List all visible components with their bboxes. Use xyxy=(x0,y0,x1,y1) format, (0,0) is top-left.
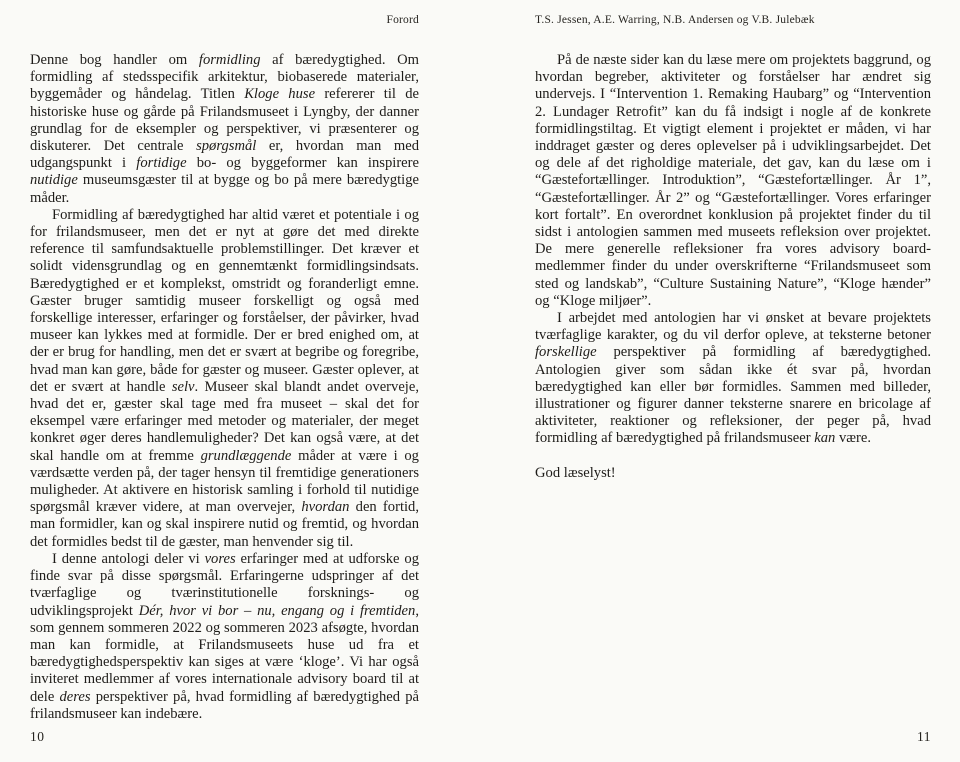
emphasized-text: forskellige xyxy=(535,344,597,361)
body-text: måder at være i og værdsætte verden på, der tager hensyn til fremtidige generationers muligheder. At aktivere en historisk samling i forhold til nutidige spørgsmål kræver videre, at man overvejer, xyxy=(30,447,419,516)
emphasized-text: grundlæggende xyxy=(200,447,292,464)
paragraph xyxy=(30,551,419,723)
body-text: Denne bog handler om xyxy=(30,52,199,68)
right-page-text-column xyxy=(535,52,931,482)
emphasized-text: vores xyxy=(204,550,236,567)
body-text: perspektiver på, hvad formidling af bæredygtighed på frilandsmuseer kan indebære. xyxy=(30,688,419,722)
paragraph xyxy=(30,52,419,207)
left-page-text-column xyxy=(30,52,419,723)
emphasized-text: nutidige xyxy=(30,172,78,189)
body-text: , som gennem sommeren 2022 og sommeren 2023 afsøgte, hvordan man kan formidle, at Frilandsmuseets huse ud fra et bæredygtighedsperspektiv kan siges at være ‘kloge’. Vi har også inviteret medlemmer af vores internationale advisory board til at dele xyxy=(30,602,419,705)
emphasized-text: kan xyxy=(814,430,836,447)
body-text: God læselyst! xyxy=(535,464,616,481)
body-text: museumsgæster til at bygge og bo på mere bæredygtige måder. xyxy=(30,172,419,206)
page-number-right: 11 xyxy=(917,729,931,744)
body-text: I arbejdet med antologien har vi ønsket at bevare projektets tværfaglige karakter, og du vil derfor opleve, at teksterne betoner xyxy=(535,310,931,344)
body-text: er, hvordan man med udgangspunkt i xyxy=(30,138,419,172)
emphasized-text: selv xyxy=(171,378,195,395)
body-text: refererer til de historiske huse og gårde på Frilandsmuseet i Lyngby, der danner grundlag for de eksempler og perspektiver, vi præsenterer og diskuterer. Det centrale xyxy=(30,86,420,155)
emphasized-text: formidling xyxy=(198,52,261,68)
body-text: perspektiver på formidling af bæredygtighed. Antologien giver som sådan ikke ét svar på, hvordan bæredygtighed kan eller bør formidles. Sammen med billeder, illustrationer og figurer danner teksterne snarere en bricolage af aktiviteter, reaktioner og refleksioner, der peger på, hvad formidling af bæredygtighed på frilandsmuseer xyxy=(535,344,931,447)
paragraph xyxy=(535,310,931,448)
body-text: af bæredygtighed. Om formidling af stedsspecifik arkitektur, biobaserede materialer, byggemåder og håndelag. Titlen xyxy=(30,52,419,103)
page-number-left: 10 xyxy=(30,729,45,744)
running-head-authors: T.S. Jessen, A.E. Warring, N.B. Andersen og V.B. Julebæk xyxy=(535,14,815,26)
body-text: I denne antologi deler vi xyxy=(52,550,205,567)
emphasized-text: hvordan xyxy=(301,499,350,516)
body-text: bo- og byggeformer kan inspirere xyxy=(186,155,419,172)
body-text: være. xyxy=(835,430,871,447)
emphasized-text: fortidige xyxy=(136,155,187,172)
emphasized-text: Kloge huse xyxy=(244,86,316,103)
paragraph xyxy=(535,465,931,482)
body-text: Formidling af bæredygtighed har altid været et potentiale i og for frilandsmuseer, men det er nyt at gøre det med direkte reference til samfundsaktuelle problemstillinger. Det kræver et solidt vidensgrundlag og en gennemtænkt formidlingsindsats. Bæredygtighed er et komplekst, omstridt og foranderligt emne. Gæster bruger samtidig museer forskelligt og også med forskellige interesser, erfaringer og forståelser, der påvirker, hvad museer kan lykkes med at formidle. Der er bred enighed om, at der er brug for handling, men det er svært at begribe og foregribe, hvad man kan gøre, både for gæster og museer. Gæster oplever, at det er svært at handle xyxy=(30,206,419,395)
emphasized-text: spørgsmål xyxy=(196,138,257,155)
paragraph xyxy=(535,52,931,310)
body-text: den fortid, man formidler, kan og skal inspirere nutid og fremtid, og hvordan det formidles bedst til de gæster, man henvender sig til. xyxy=(30,499,419,550)
body-text: erfaringer med at udforske og finde svar på disse spørgsmål. Erfaringerne udspringer af det tværfaglige og tværinstitutionelle forsknings- og udviklingsprojekt xyxy=(30,550,420,619)
running-head-chapter-title: Forord xyxy=(386,14,419,26)
body-text: På de næste sider kan du læse mere om projektets baggrund, og hvordan begreber, aktiviteter og forståelser har ændret sig undervejs. I “Intervention 1. Remaking Haubarg” og “Intervention 2. Lundager Retrofit” kan du få indsigt i nogle af de konkrete formidlingstiltag. Et vigtigt element i projektet er måden, vi har inddraget gæster og deres oplevelser på i udviklingsarbejdet. Det og dele af det righoldige materiale, det gav, kan du læse om i “Gæstefortællinger. Introduktion”, “Gæstefortællinger. År 1”, “Gæstefortællinger. År 2” og “Gæstefortællinger. Vores erfaringer kort fortalt”. En overordnet konklusion på projektet finder du til sidst i antologien sammen med museets refleksion over projektet. De mere generelle refleksioner fra vores advisory board-medlemmer finder du under overskrifterne “Frilandsmuseet som sted og landskab”, “Culture Sustaining Nature”, “Kloge hænder” og “Kloge miljøer”. xyxy=(535,52,931,309)
emphasized-text: Dér, hvor vi bor – nu, engang og i fremtiden xyxy=(138,602,416,619)
body-text: . Museer skal blandt andet overveje, hvad det er, gæster skal tage med fra museet – skal det for eksempel være erfaringer med metoder og materialer, der meget konkret øger deres handlemuligheder? Det kan også være, at det skal handle om at fremme xyxy=(30,378,419,464)
paragraph xyxy=(30,207,419,551)
emphasized-text: deres xyxy=(59,688,91,705)
